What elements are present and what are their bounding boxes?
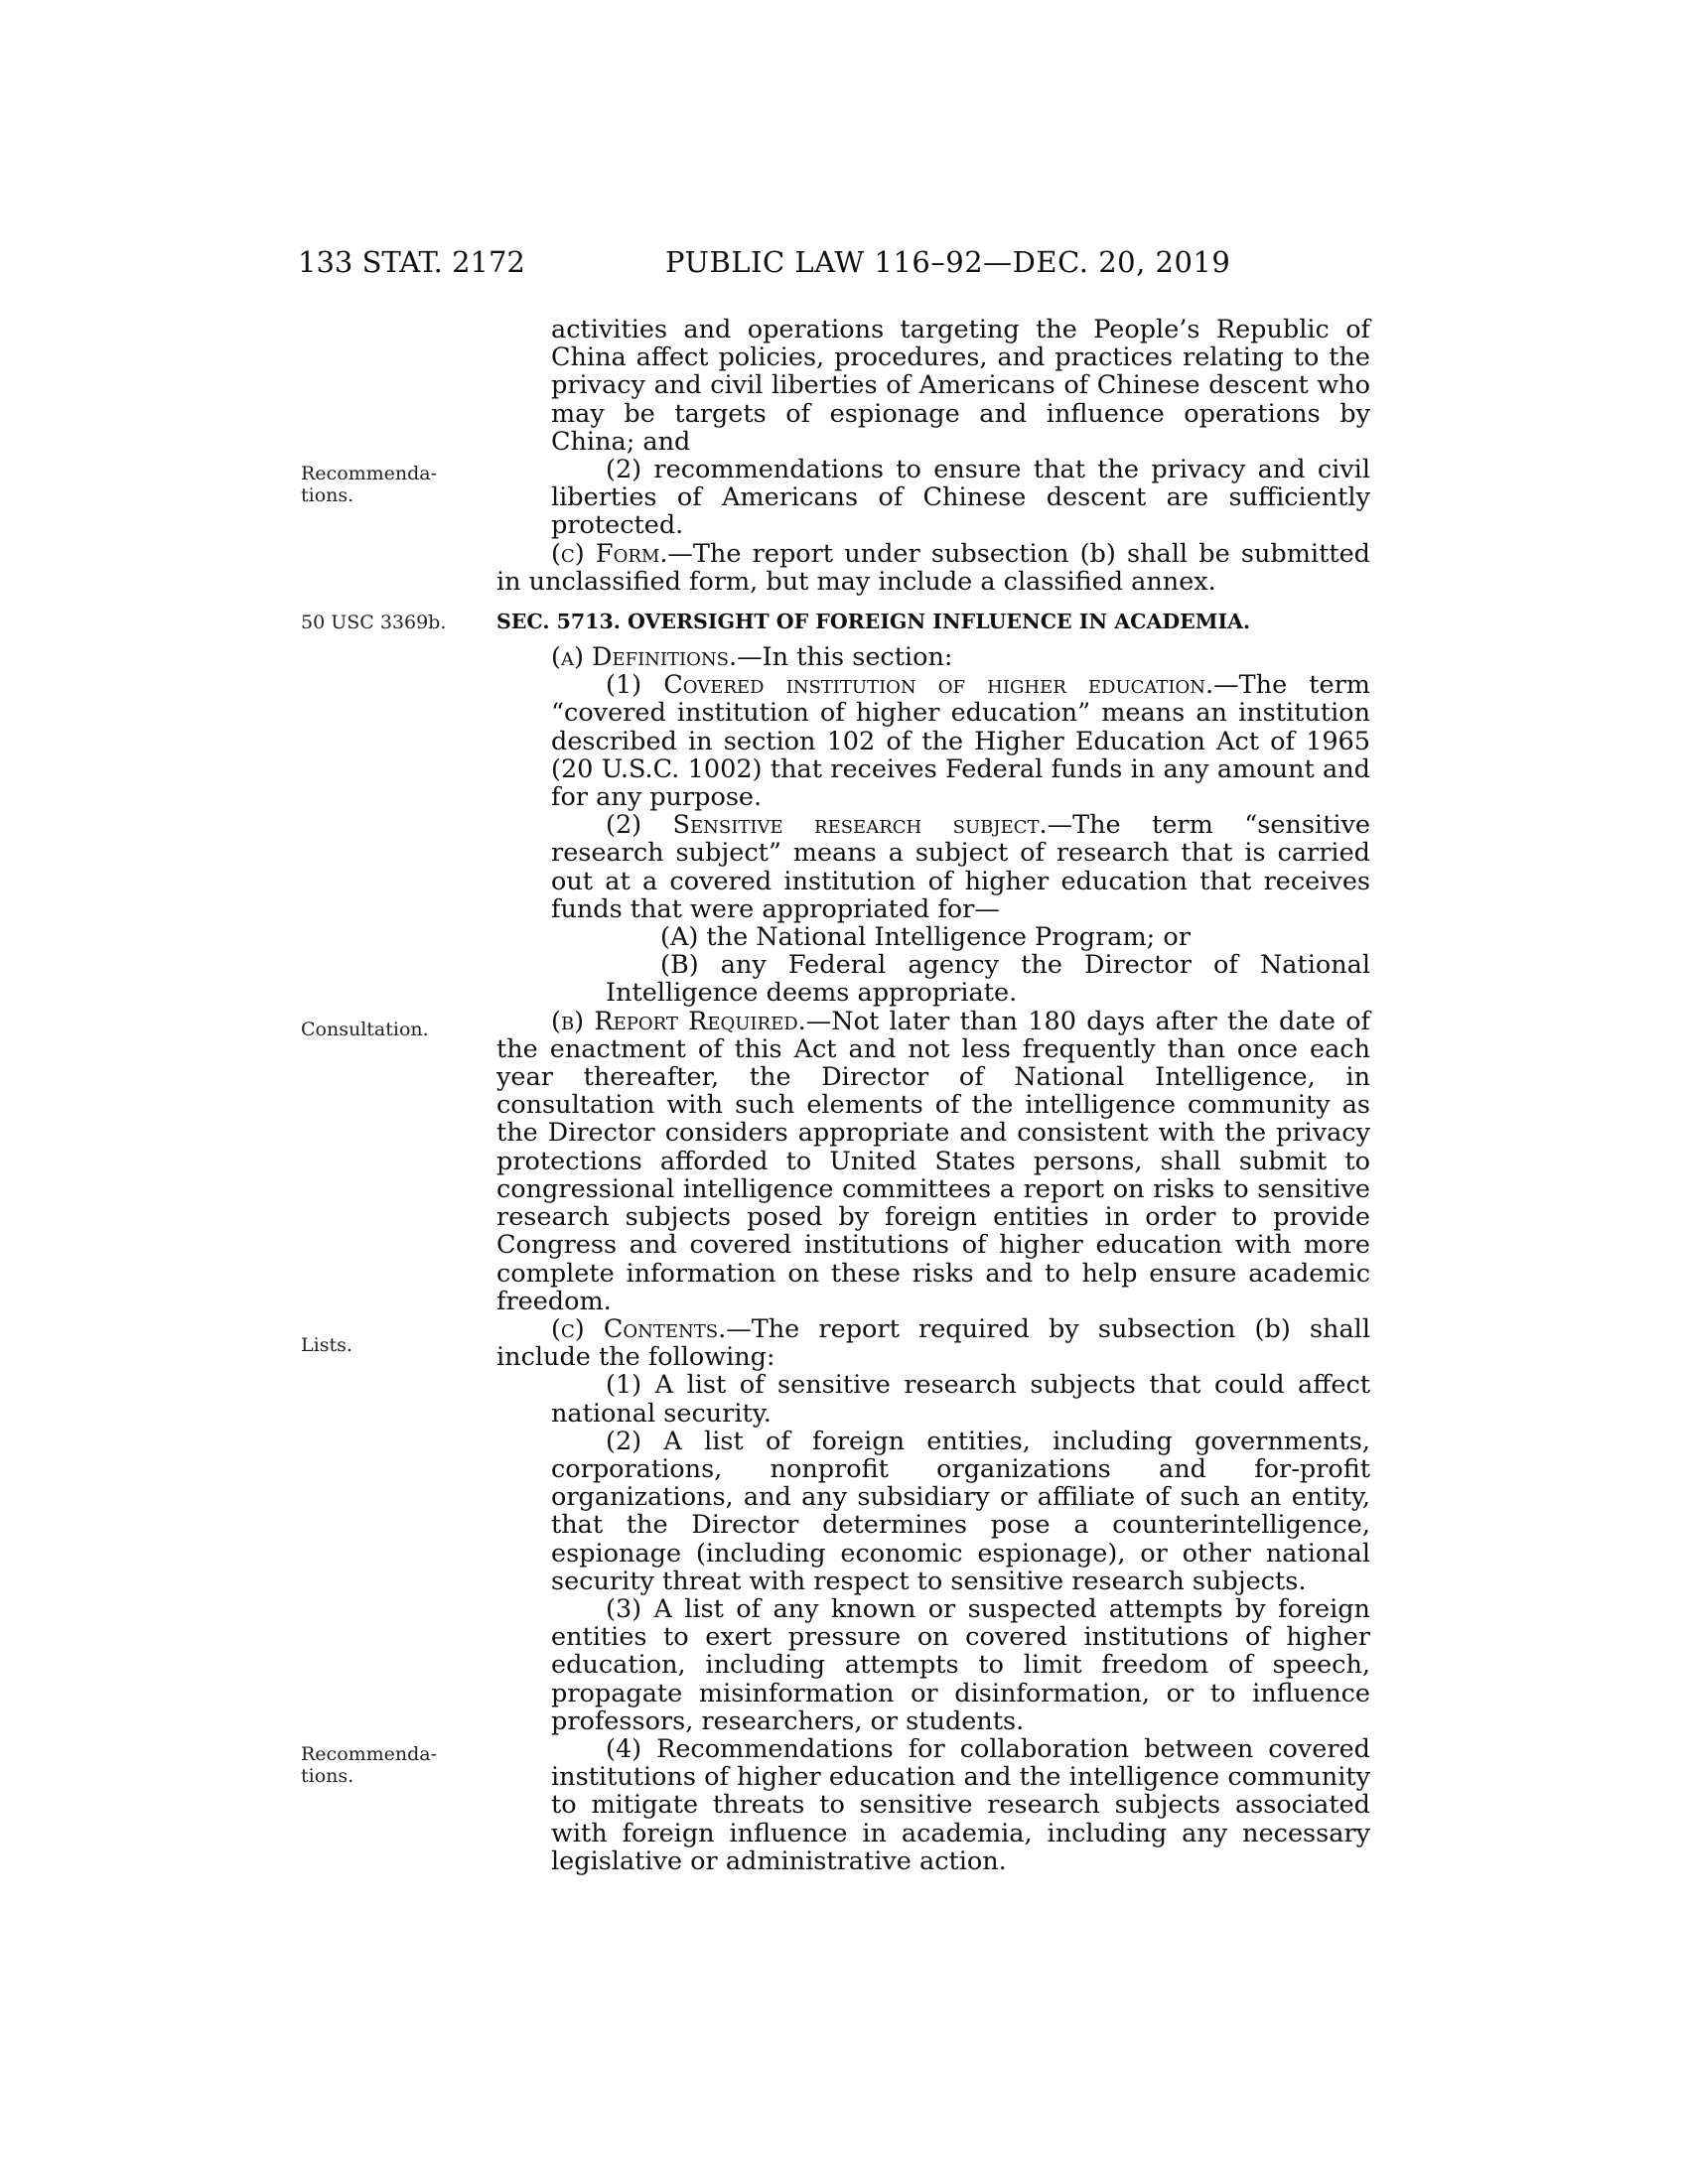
paragraph-text: —The term “covered institution of higher education” means an institution described in section 102 of the Higher Education Act of 1965 (20 U.S.C. 1002) that receives Federal funds in any amount and for any purpose. (551, 670, 1370, 813)
paragraph-label: (1) Covered institution of higher education. (606, 670, 1214, 701)
paragraph-a2 (551, 811, 1370, 923)
subsection-text: —The report required by subsection (b) shall include the following: (496, 1313, 1370, 1373)
subsection-label: (b) Report Required. (551, 1006, 806, 1036)
paragraph-c3: (3) A list of any known or suspected attempts by foreign entities to exert pressure on covered institutions of higher education, including attempts to limit freedom of speech, propagate misinformation or disinformation, or to influence professors, researchers, or students. (551, 1593, 1370, 1736)
paragraph-c-contents (496, 1315, 1370, 1371)
paragraph-c1: (1) A list of sensitive research subjects that could affect national security. (551, 1370, 1370, 1429)
margin-note-usc: 50 USC 3369b. (301, 612, 447, 633)
page-header (298, 242, 1400, 282)
paragraph-c-form (496, 540, 1370, 596)
subsection-label: (c) Contents. (551, 1313, 727, 1344)
paragraph-b2: (2) recommendations to ensure that the privacy and civil liberties of Americans of Chinese descent are sufficiently protected. (551, 455, 1370, 541)
public-law-title: PUBLIC LAW 116–92—DEC. 20, 2019 (665, 245, 1231, 279)
paragraph-a (496, 643, 1370, 671)
paragraph-a1 (551, 671, 1370, 811)
margin-note-recommendations: Recommenda- tions. (301, 463, 438, 506)
margin-note-recommendations-2: Recommenda- tions. (301, 1743, 438, 1787)
paragraph-b-report (496, 1008, 1370, 1315)
paragraph-label: (2) Sensitive research subject. (606, 810, 1048, 841)
subsection-text: —In this section: (737, 642, 953, 673)
subsection-text: —The report under subsection (b) shall be submitted in unclassified form, but may include a classified annex. (496, 538, 1370, 597)
statute-page-number: 133 STAT. 2172 (298, 245, 525, 279)
paragraph-c2: (2) A list of foreign entities, including governments, corporations, nonprofit organizations and for-profit organizations, and any subsidiary or affiliate of such an entity, that the Director determines pose a counterintelligence, espionage (including economic espionage), or other national security threat with respect to sensitive research subjects. (551, 1426, 1370, 1596)
subsection-label: (a) Definitions. (551, 642, 738, 673)
subsection-text: —Not later than 180 days after the date of the enactment of this Act and not less frequently than once each year thereafter, the Director of National Intelligence, in consultation with such elements of the intelligence community as the Director considers appropriate and consistent with the privacy protections afforded to United States persons, shall submit to congressional intelligence committees a report on risks to sensitive research subjects posed by foreign entities in order to provide Congress and covered institutions of higher education with more complete information on these risks and to help ensure academic freedom. (496, 1006, 1370, 1316)
paragraph-a2B: (B) any Federal agency the Director of National Intelligence deems appropriate. (606, 950, 1370, 1009)
paragraph-text: —The term “sensitive research subject” means a subject of research that is carried out at a covered institution of higher education that receives funds that were appropriated for— (551, 810, 1370, 924)
margin-note-consultation: Consultation. (301, 1019, 429, 1040)
section-heading: SEC. 5713. OVERSIGHT OF FOREIGN INFLUENCE IN ACADEMIA. (496, 610, 1251, 634)
law-text-body (496, 316, 1370, 1875)
subsection-label: (c) Form. (551, 538, 668, 569)
paragraph-continuation: activities and operations targeting the People’s Republic of China affect policies, procedures, and practices relating to the privacy and civil liberties of Americans of Chinese descent who may be targets of espionage and influence operations by China; and (551, 315, 1370, 457)
paragraph-c4: (4) Recommendations for collaboration between covered institutions of higher education and the intelligence community to mitigate threats to sensitive research subjects associated with foreign influence in academia, including any necessary legislative or administrative action. (551, 1733, 1370, 1876)
margin-note-lists: Lists. (301, 1334, 352, 1356)
paragraph-a2A: (A) the National Intelligence Program; or (660, 922, 1191, 953)
